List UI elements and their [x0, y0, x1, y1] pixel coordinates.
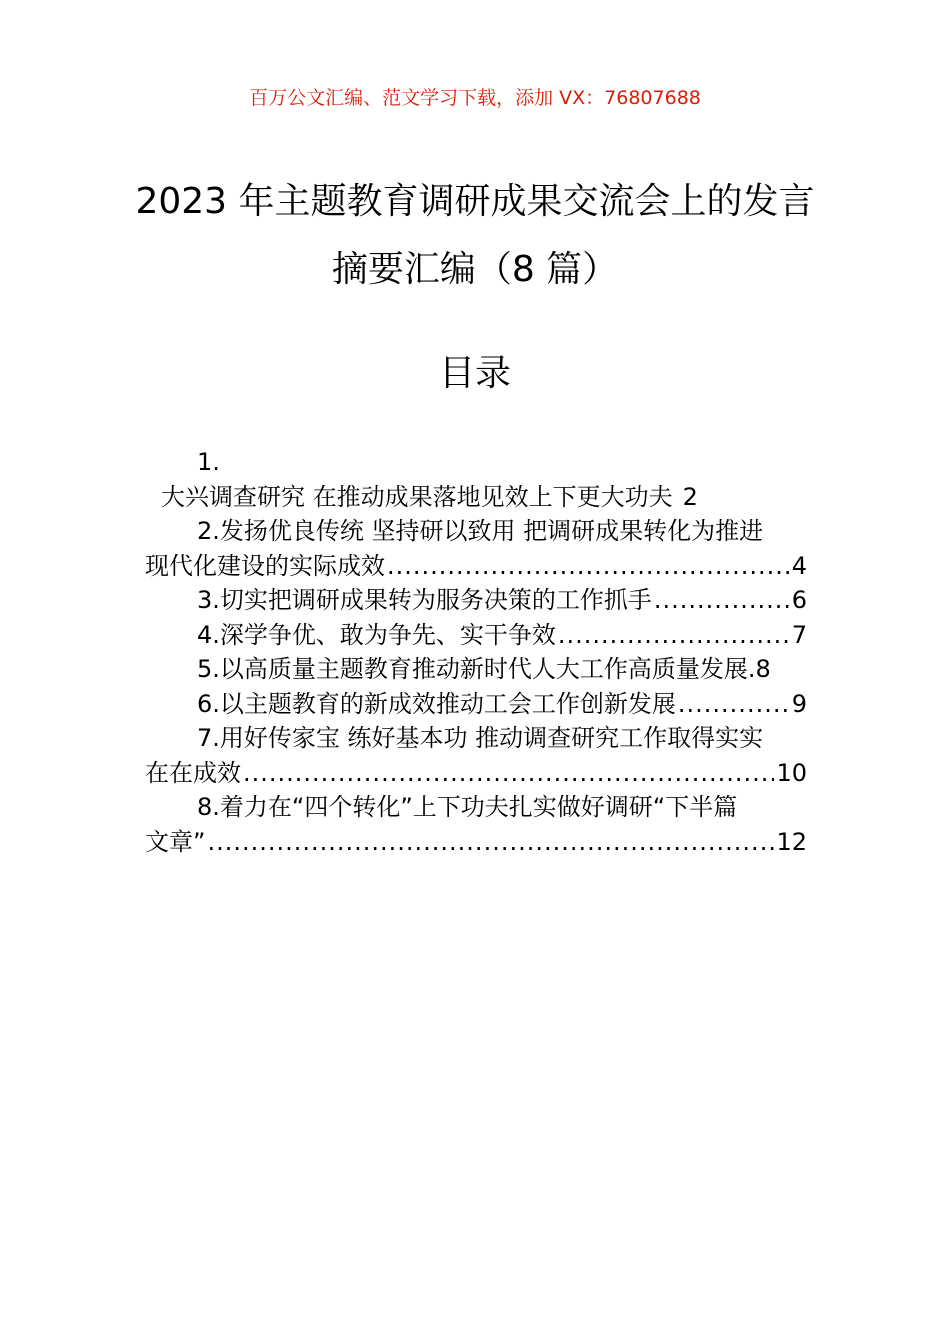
- toc-entry-4[interactable]: [145, 618, 807, 653]
- toc-entry-8-text-2: 文章”: [145, 827, 206, 856]
- toc-entry-3[interactable]: [145, 583, 807, 618]
- toc-entry-7-text-2: 在在成效: [145, 758, 241, 787]
- toc-entry-6-text: 6.以主题教育的新成效推动工会工作创新发展: [197, 689, 676, 718]
- toc-entry-1-number-line[interactable]: [145, 445, 807, 480]
- document-title-line-2: 摘要汇编（8 篇）: [331, 249, 619, 290]
- toc-dot-leader: [558, 618, 790, 653]
- toc-entry-1-title-line[interactable]: [145, 480, 807, 515]
- toc-entry-8-text-1: 8.着力在“四个转化”上下功夫扎实做好调研“下半篇: [197, 793, 738, 821]
- toc-entry-3-text: 3.切实把调研成果转为服务决策的工作抓手: [197, 586, 652, 614]
- header-note: 百万公文汇编、范文学习下载，添加 VX：76807688: [249, 87, 701, 109]
- toc-entry-8-page: 12: [776, 827, 807, 856]
- toc-entry-2-line-2[interactable]: [145, 549, 807, 584]
- toc-entry-8-line-1[interactable]: [145, 790, 807, 825]
- toc-entry-7-line-2[interactable]: [145, 756, 807, 791]
- toc-dot-leader: [654, 583, 790, 618]
- document-title-line-1: 2023 年主题教育调研成果交流会上的发言: [135, 181, 815, 222]
- toc-entry-2-text-1: 2.发扬优良传统 坚持研以致用 把调研成果转化为推进: [197, 517, 764, 545]
- toc-dot-leader: [207, 825, 774, 860]
- toc-dot-leader: [243, 756, 774, 791]
- toc-entry-4-text: 4.深学争优、敢为争先、实干争效: [197, 620, 556, 649]
- toc-entry-7-text-1: 7.用好传家宝 练好基本功 推动调查研究工作取得实实: [197, 724, 764, 752]
- toc-entry-1-title: 大兴调查研究 在推动成果落地见效上下更大功夫: [161, 482, 673, 511]
- toc-entry-5-text: 5.以高质量主题教育推动新时代人大工作高质量发展.: [197, 655, 756, 683]
- toc-entry-2-page: 4: [791, 551, 807, 580]
- toc-entry-3-page: 6: [791, 586, 807, 614]
- toc-entry-4-page: 7: [791, 620, 807, 649]
- toc-entry-2-text-2: 现代化建设的实际成效: [145, 551, 385, 580]
- table-of-contents: [145, 445, 807, 859]
- toc-entry-7-line-1[interactable]: [145, 721, 807, 756]
- toc-entry-2-line-1[interactable]: [145, 514, 807, 549]
- toc-heading: 目录: [438, 353, 511, 394]
- toc-entry-5-page: 8: [755, 655, 771, 683]
- toc-entry-1-number: 1.: [197, 448, 220, 476]
- toc-entry-6[interactable]: [145, 687, 807, 722]
- toc-entry-7-page: 10: [776, 758, 807, 787]
- toc-dot-leader: [678, 687, 790, 722]
- toc-dot-leader: [387, 549, 790, 584]
- toc-entry-1-page: 2: [682, 482, 698, 511]
- toc-entry-6-page: 9: [791, 689, 807, 718]
- toc-entry-5[interactable]: [145, 652, 807, 687]
- toc-entry-8-line-2[interactable]: [145, 825, 807, 860]
